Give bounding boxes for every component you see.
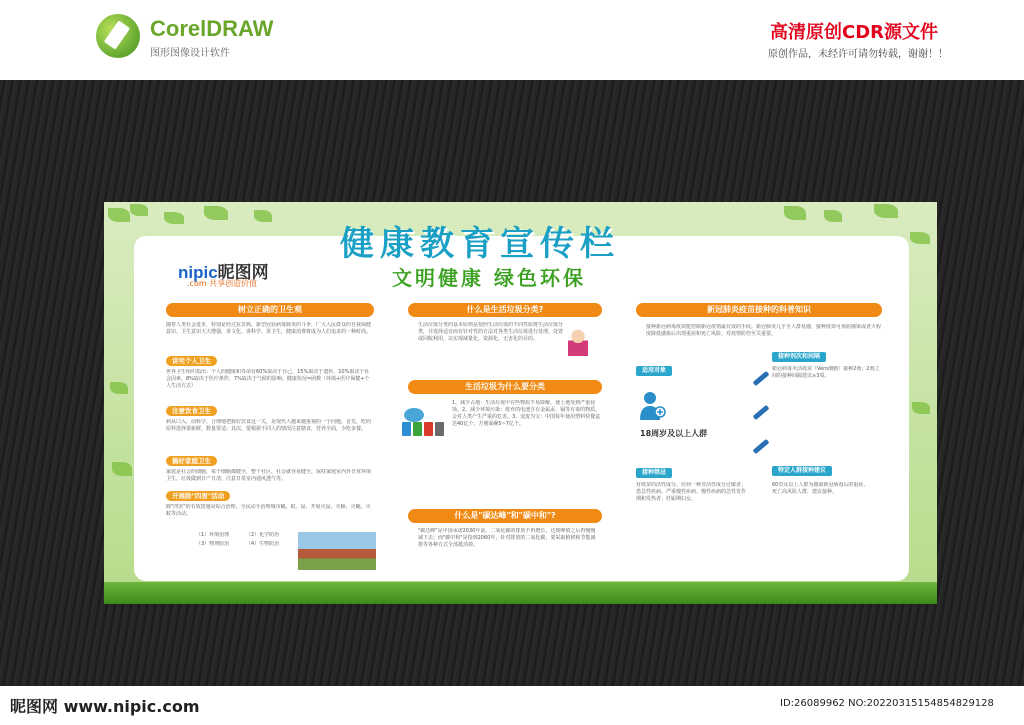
target-age: 18周岁及以上人群 [640, 429, 708, 438]
girl-illustration [568, 328, 588, 356]
schedule-text: 新冠病毒灭活疫苗（Vero细胞）接种2剂；2剂之间的接种间隔建议≥3周。 [772, 366, 880, 379]
col1-list-item: （2）化学防治 [246, 532, 280, 538]
col2-text-3: "碳达峰"是中国承诺2030年前，二氧化碳的排放不再增长，达到峰值之后再慢慢减下去；而"碳中和"是指到2060年，针对排放的二氧化碳，要采取植树和节能减排等各种方式全部抵消掉。 [418, 528, 596, 548]
col1-heading: 树立正确的卫生观 [166, 303, 374, 317]
contraindication-label: 接种禁忌 [636, 468, 672, 478]
col1-section-text: 除"四害"的有效措施是综合治理，全民动手治理城市蝇、蚊、鼠、开展灭鼠、灭蟑、灭蝇、灭蚊等活动。 [166, 504, 371, 517]
nipic-logo-en: nipic [178, 263, 218, 282]
person-add-icon [640, 390, 666, 420]
trash-bins-illustration [402, 416, 446, 436]
nipic-tagline: .com 共享创造价值 [187, 279, 258, 288]
top-banner [0, 0, 1024, 80]
contraindication-text: 对疫苗的活性成分、任何一种非活性成分过敏者；患急性疾病、严重慢性疾病、慢性疾病的急性发作期和发热者；妊娠期妇女。 [636, 482, 746, 502]
col1-list-item: （4）生物防治 [246, 541, 280, 547]
poster-title: 健康教育宣传栏 [340, 224, 620, 264]
col3-intro: 接种新冠病毒疫苗能控制新冠疫情最有效的手段。新冠肺炎几乎全人群易感，接种疫苗可预防感染或者大程度降低感染后出现重症和死亡风险。对疫情防控至关重要。 [646, 324, 882, 337]
footer-logo: 昵图网 www.nipic.com [10, 697, 200, 716]
special-label: 特定人群接种建议 [772, 466, 832, 476]
col2-heading-3: 什么是"碳达峰"和"碳中和"? [408, 509, 602, 523]
col1-list-item: （3）物理防治 [196, 541, 230, 547]
target-label: 适用对象 [636, 366, 672, 376]
col1-section-label: 注意饮食卫生 [166, 406, 217, 416]
coreldraw-logo-icon [96, 14, 140, 58]
banner-title: 高清原创CDR源文件 [770, 22, 939, 43]
col1-intro: 随着人类社会进步，特别是经过抗非典、新型冠状病毒肺炎的斗争，广大人民群众的自我保健意识、卫生意识大大增强，讲文化、讲科学、讲卫生，健康消费将成为人们追求的一种时尚。 [166, 322, 372, 335]
col2-heading-2: 生活垃圾为什么要分类 [408, 380, 602, 394]
banner-note: 原创作品，未经许可请勿转载，谢谢！！ [768, 49, 948, 60]
col2-text-2: 1、减少占地：生活垃圾中有些物质不易降解，使土地受到严重侵蚀。2、减少环境污染：废弃的电池含有金属汞、镉等有毒的物质，会对人类产生严重的危害。3、变废为宝：中国每年使用塑料快餐盒达40亿个，方便面碗5~7亿个。 [452, 400, 601, 427]
col1-section-text: 病从口入，前科学、合理地把握好饮食这一关，是现代人越来越重视的一个问题。首先，吃的原料选择要新鲜，数量要适；其次，要根据不同人的情况注意膳食，营养全面，少吃多餐。 [166, 419, 372, 432]
poster-subtitle: 文明健康 绿色环保 [392, 266, 586, 290]
col1-section-text: 世界卫生组织指出：个人的健康和寿命有60%取决于自己，15%取决于遗传，10%取决于社会因素，8%取决于医疗条件，7%取决于气候的影响。健康状况=函数（环境+医疗保健+个人生活方式） [166, 369, 370, 389]
nipic-logo-cn: 昵图网 [217, 263, 269, 282]
col1-section-label: 讲究个人卫生 [166, 356, 217, 366]
app-name: CorelDRAW [150, 16, 274, 41]
schedule-label: 接种剂次和间隔 [772, 352, 826, 362]
app-subtitle: 图形图像设计软件 [150, 48, 230, 59]
col1-section-text: 家庭是社会的细胞，每个细胞都健全，整个社区、社会就容易健全，保持家庭室内外日常环境卫生，垃圾做到日产日清，注意日常室内通风透气等。 [166, 469, 372, 482]
special-text: 60岁及以上人群为感染新冠病毒后的重症、死亡高风险人群，建议接种。 [772, 482, 869, 495]
col3-heading: 新冠肺炎疫苗接种的科普知识 [636, 303, 882, 317]
col1-section-label: 搞好家庭卫生 [166, 456, 217, 466]
campus-photo [298, 532, 376, 570]
col2-text-1: 生活垃圾分类的基本原则是按照生活垃圾的不同性质将生活垃圾分类，并选择适宜而有针对性的方法对各类生活垃圾进行处理、处置或回收利用，以实现减量化、资源化、无害化的目的。 [418, 322, 563, 342]
col1-list-item: （1）环境治理 [196, 532, 230, 538]
footer-id: ID:26089962 NO:20220315154854829128 [780, 698, 994, 709]
col1-section-label: 开展除"四害"活动 [166, 491, 230, 501]
col2-heading-1: 什么是生活垃圾分类? [408, 303, 602, 317]
grass-strip [104, 582, 937, 604]
